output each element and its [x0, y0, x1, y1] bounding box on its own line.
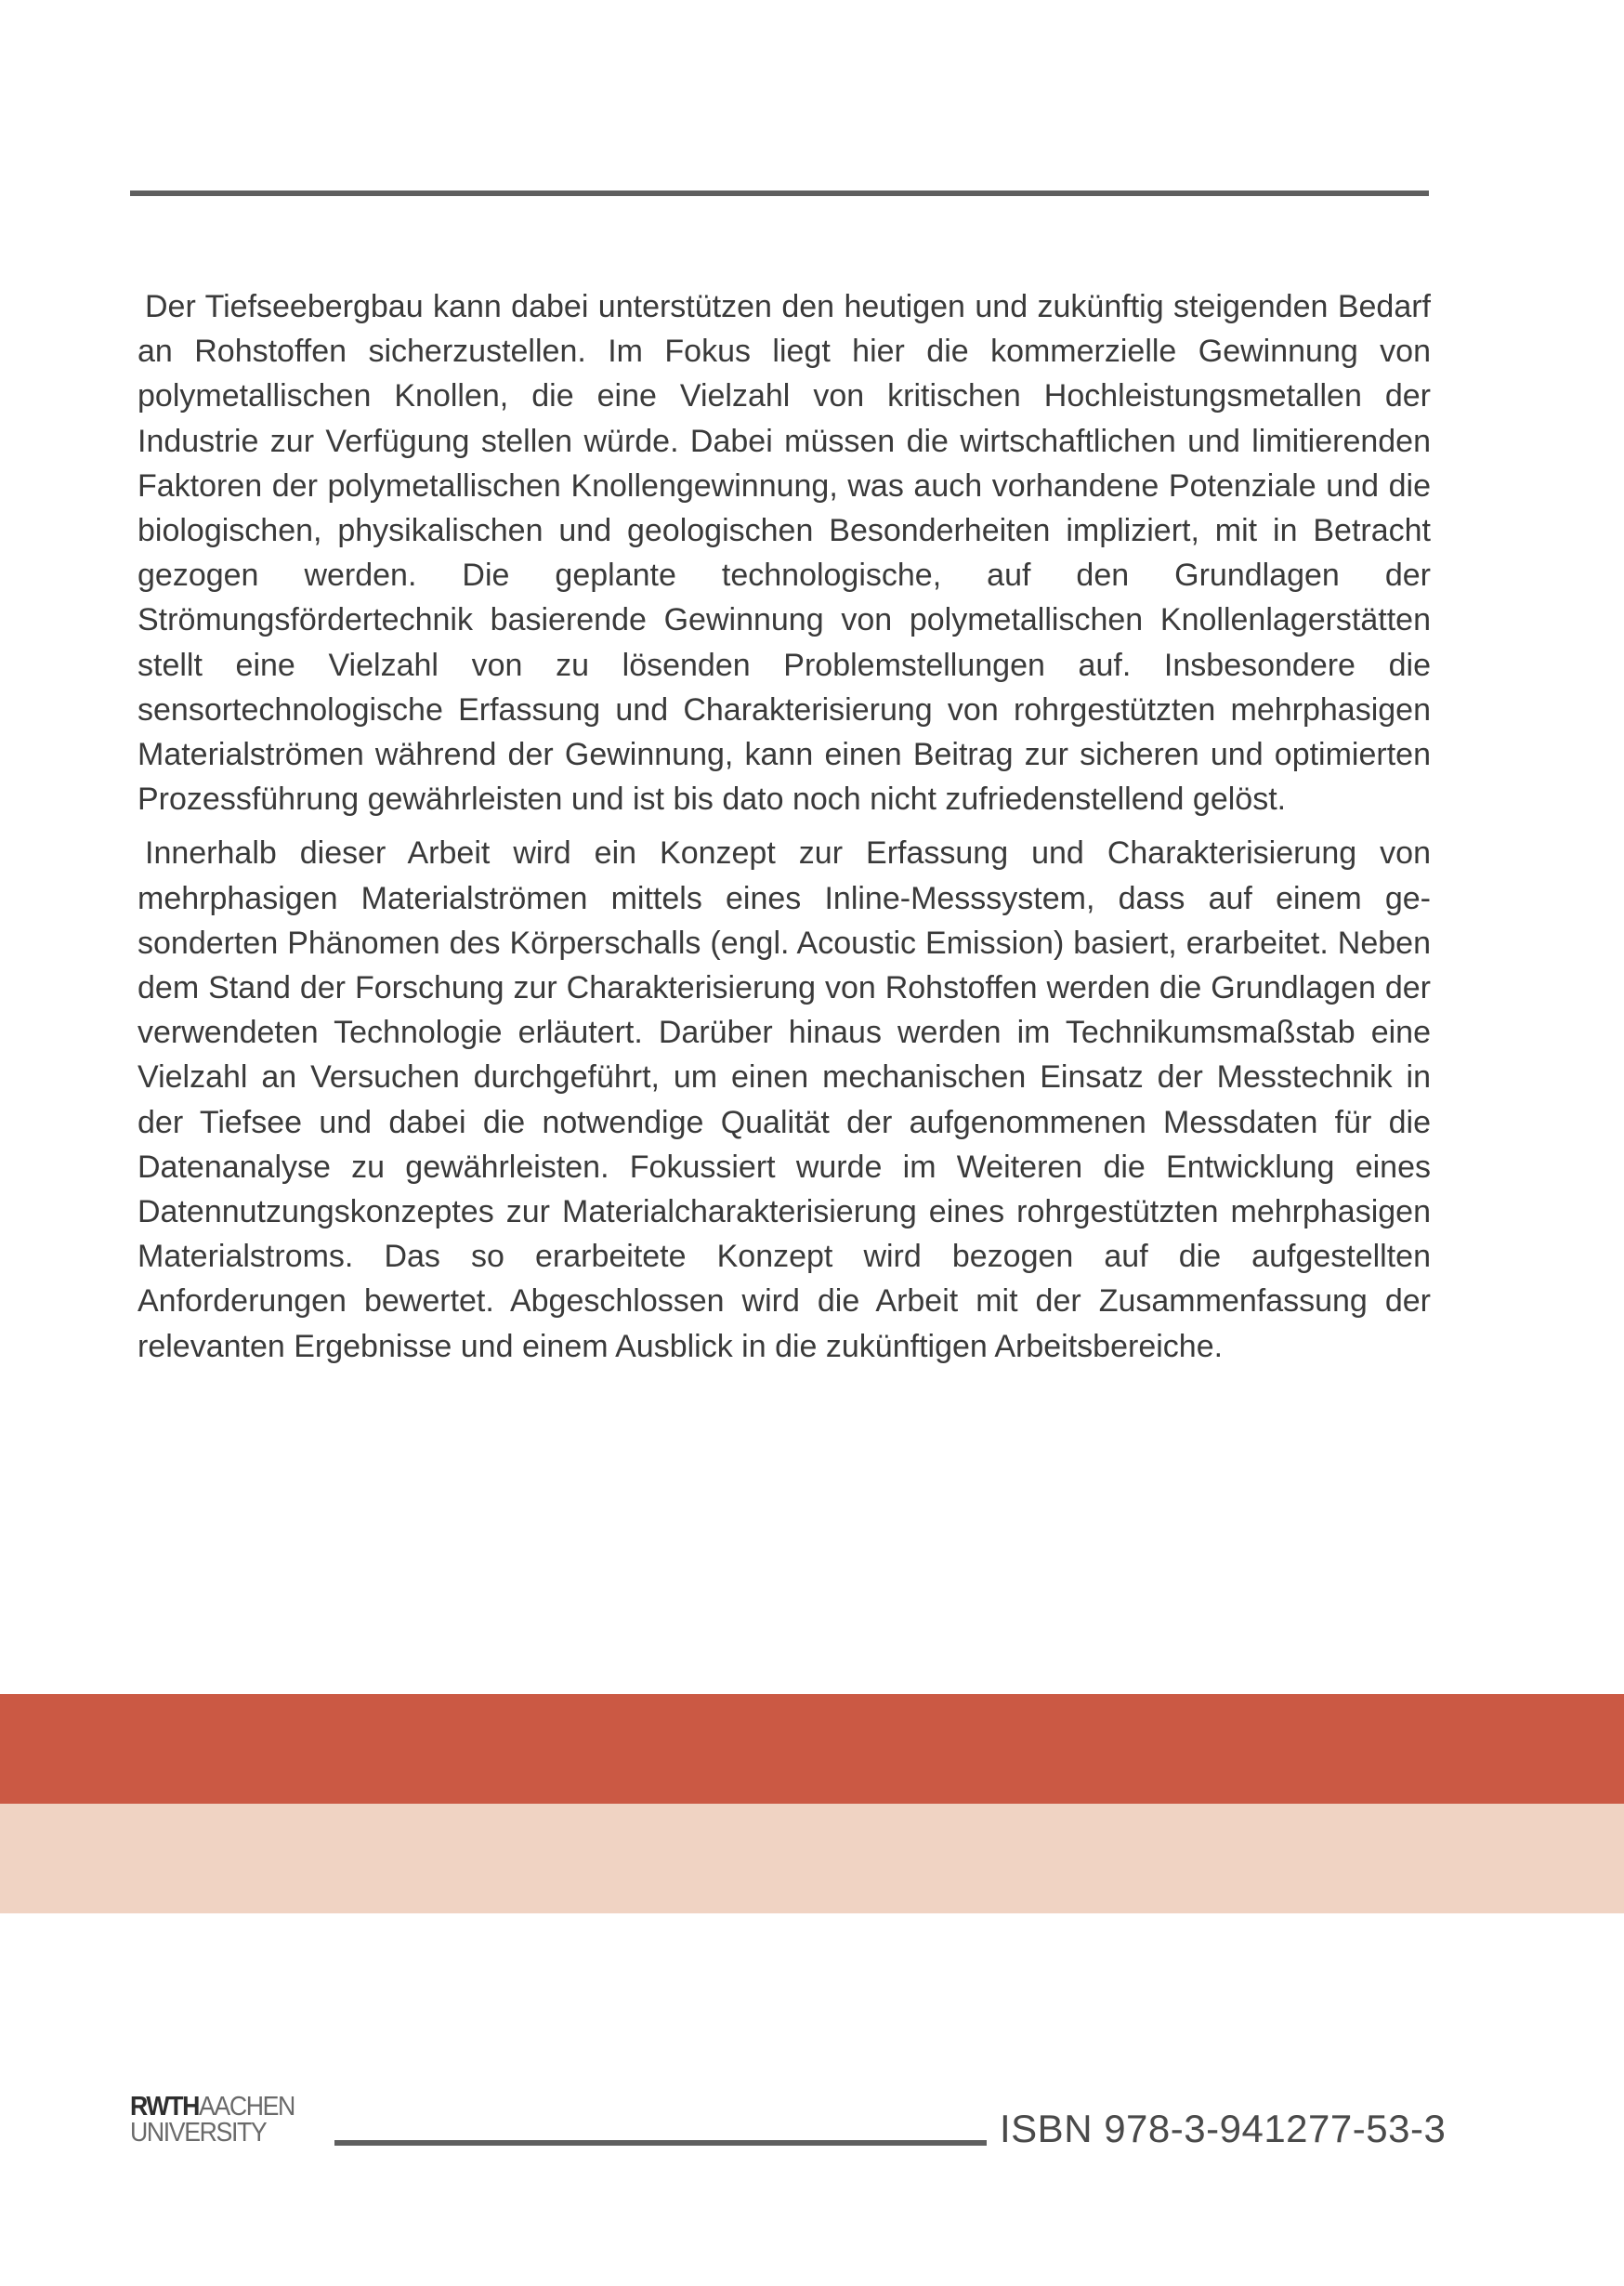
top-divider-rule: [130, 190, 1429, 196]
logo-aachen-text: AACHEN: [199, 2092, 295, 2122]
blurb-paragraph-1: Der Tiefseebergbau kann dabei unterstützen den heutigen und zukünftig steigenden Bedarf an Rohstoffen sicherzustellen. Im Fokus liegt hier die kommerzielle Gewinnung von polymetallischen Knollen, die eine Vielzahl von kritischen Hochleistungsmetallen der Industrie zur Verfügung stellen würde. Dabei müssen die wirtschaftlichen und limitierenden Faktoren der polymetallischen Knollengewinnung, was auch vorhandene Potenziale und die biologischen, physikalischen und geologischen Besonderheiten impliziert, mit in Betracht gezogen werden. Die geplante technologische, auf den Grundlagen der Strömungsfördertechnik basierende Gewinnung von polymetallischen Knollenlagerstätten stellt eine Vielzahl von zu lösenden Problemstellungen auf. Insbesondere die sensortechnologische Erfassung und Charakterisierung von rohrgestützten mehrphasigen Materialströmen während der Gewinnung, kann einen Beitrag zur sicheren und optimierten Prozessführung gewährleisten und ist bis dato noch nicht zufriedenstellend gelöst.: [138, 289, 1431, 818]
blurb-paragraph-2: Innerhalb dieser Arbeit wird ein Konzept zur Erfassung und Charakterisierung von mehrphasigen Materialströmen mittels eines Inline-Messsystem, dass auf einem gesonderten Phänomen des Körperschalls (engl. Acoustic Emission) basiert, erarbeitet. Neben dem Stand der Forschung zur Charakterisierung von Rohstoffen werden die Grundlagen der verwendeten Technologie erläutert. Darüber hinaus werden im Technikumsmaßstab eine Vielzahl an Versuchen durchgeführt, um einen mechanischen Einsatz der Messtechnik in der Tiefsee und dabei die notwendige Qualität der aufgenommenen Messdaten für die Datenanalyse zu gewährleisten. Fokussiert wurde im Weiteren die Entwicklung eines Datennutzungskonzeptes zur Materialcharakterisierung eines rohrgestützten mehrphasigen Materialstroms. Das so erarbeitete Konzept wird bezogen auf die aufgestellten Anforderungen bewertet. Abgeschlossen wird die Arbeit mit der Zusammenfassung der relevanten Ergebnisse und einem Ausblick in die zukünftigen Arbeitsbereiche.: [138, 835, 1431, 1364]
accent-band-dark: [0, 1694, 1624, 1804]
rwth-aachen-logo: [130, 2094, 334, 2146]
isbn-number: ISBN 978-3-941277-53-3: [1000, 2107, 1447, 2150]
bottom-divider-rule: [334, 2140, 987, 2146]
logo-rwth-text: RWTH: [130, 2092, 200, 2122]
back-cover-blurb: [138, 284, 1431, 1369]
logo-line-1: [130, 2094, 318, 2120]
logo-university-text: UNIVERSITY: [130, 2118, 267, 2148]
accent-band-light: [0, 1804, 1624, 1913]
